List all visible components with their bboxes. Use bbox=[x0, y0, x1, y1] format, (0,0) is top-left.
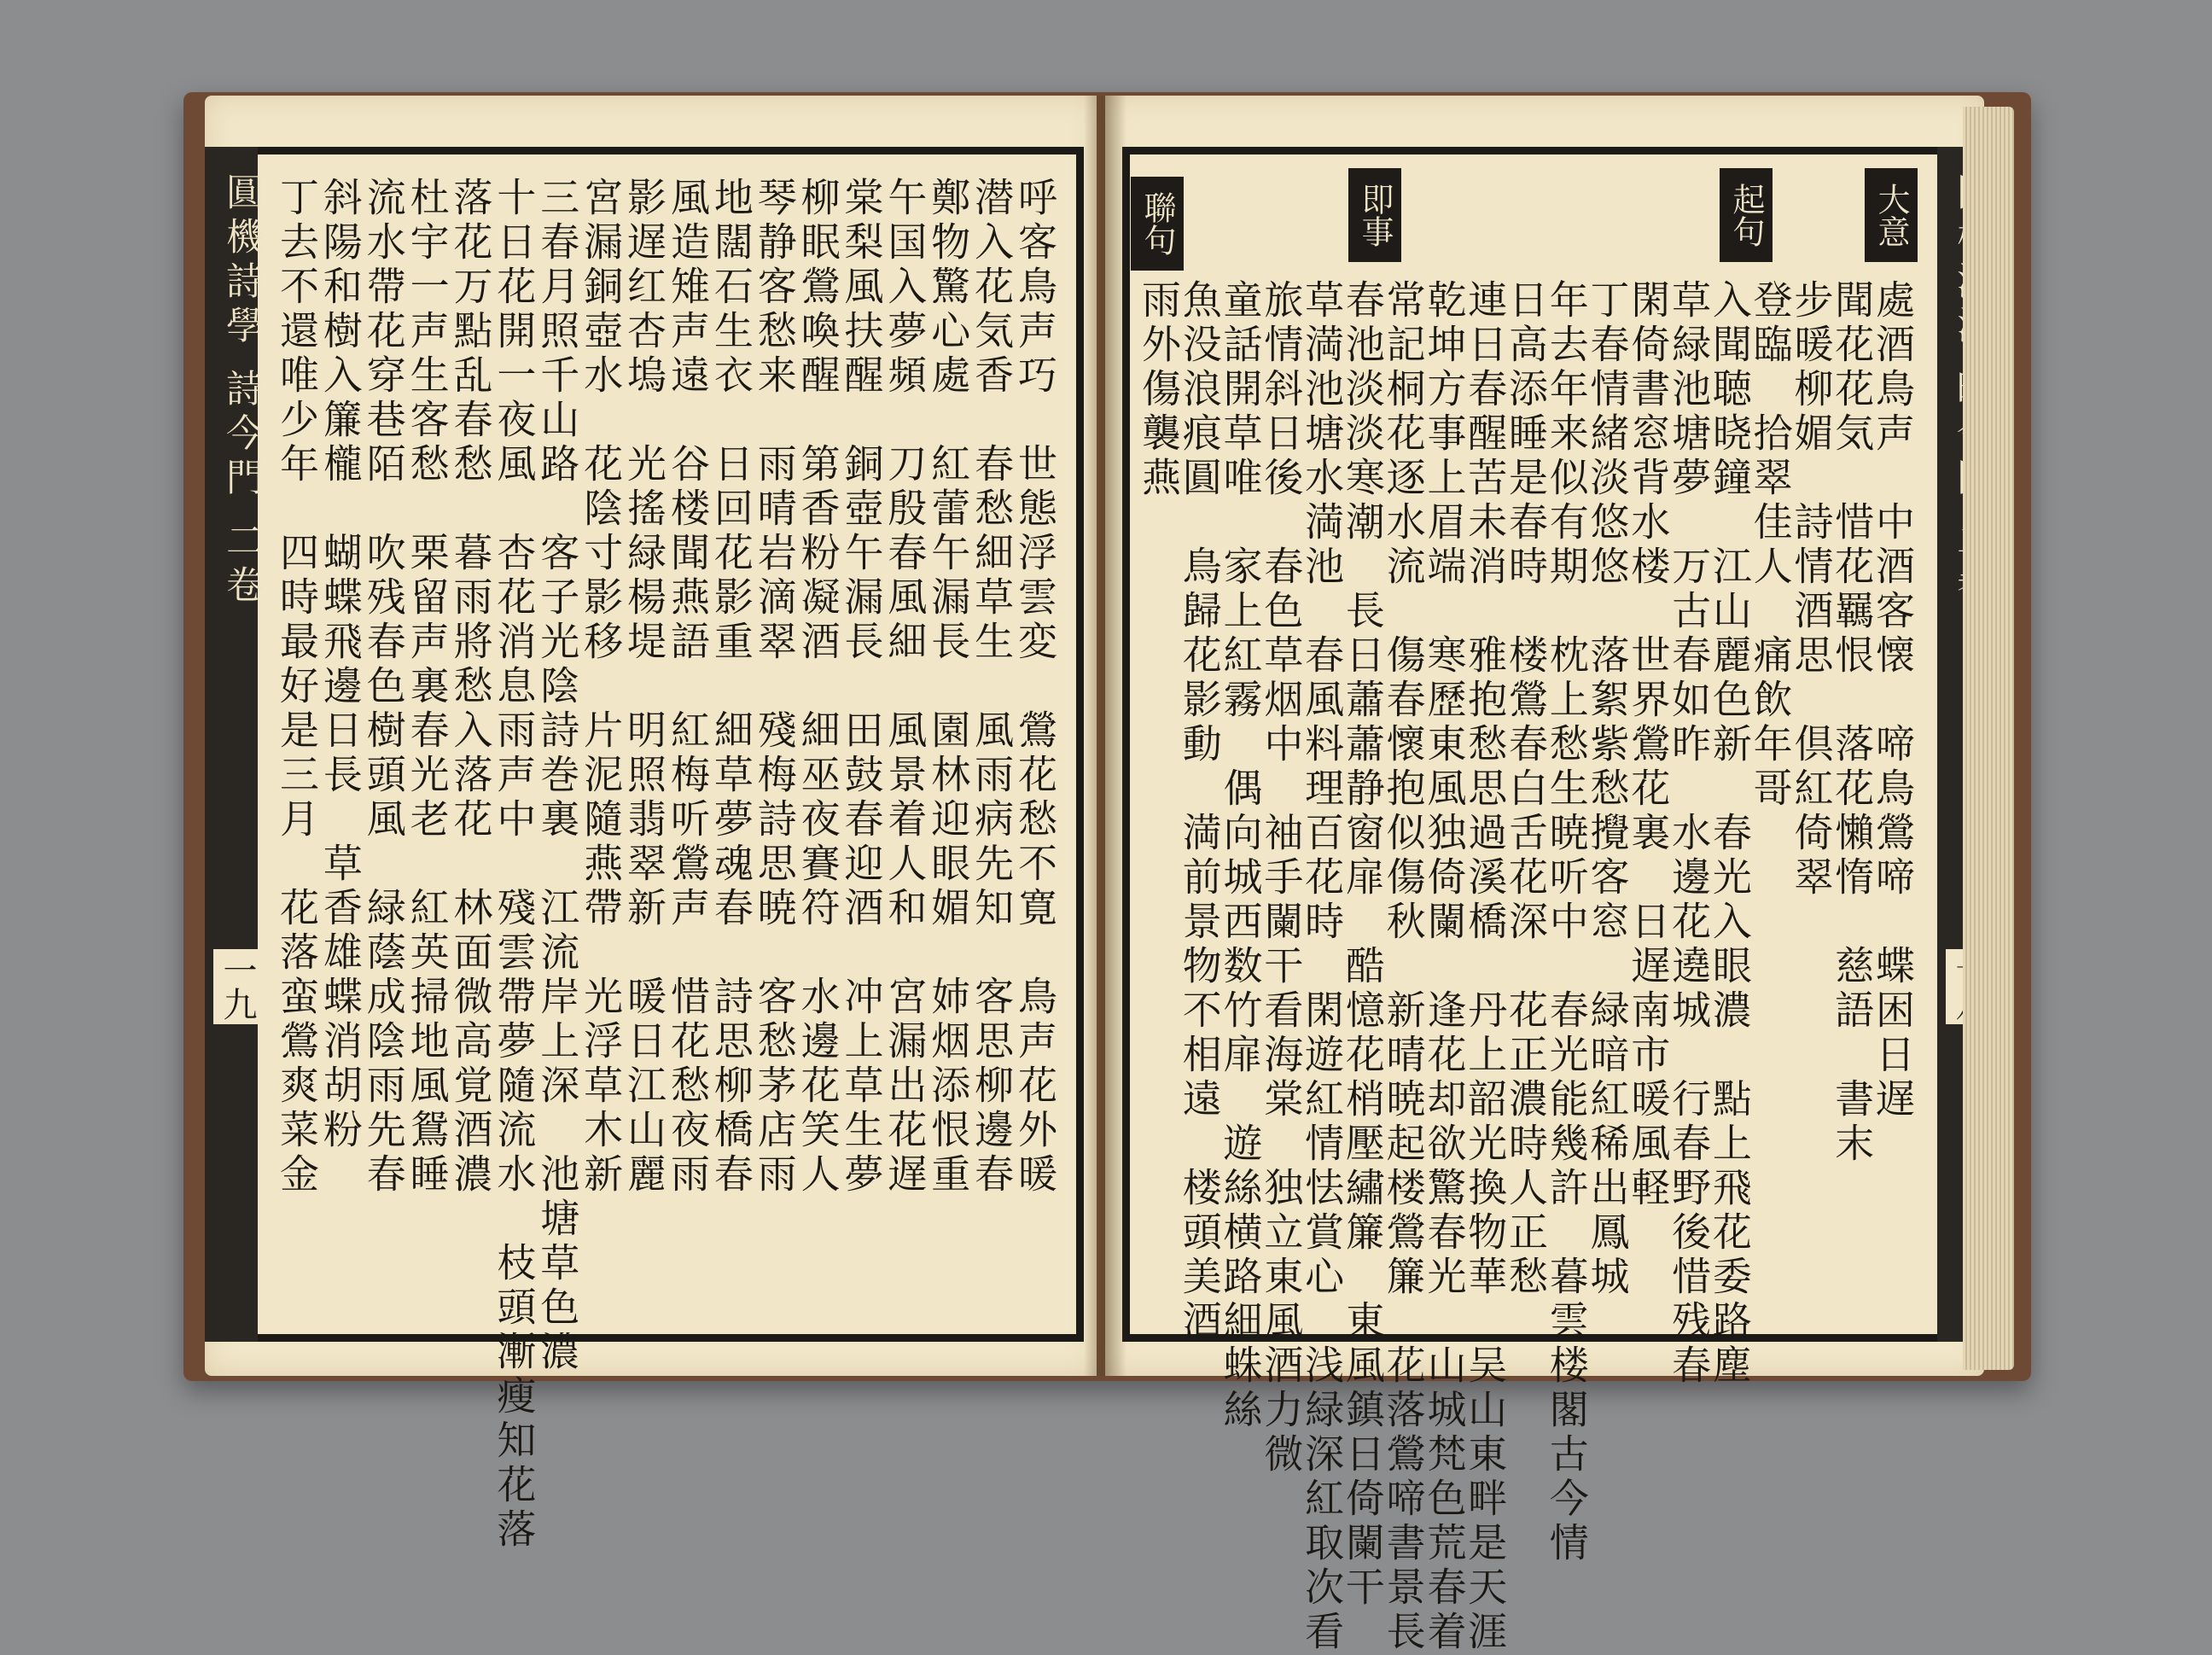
label-taii: 大意 bbox=[1865, 168, 1918, 262]
text-column: 呼客鳥声巧 世態浮雲変 鶯花愁不寛 鳥声花外暖 bbox=[1012, 177, 1058, 1198]
label-kiku: 起句 bbox=[1720, 168, 1773, 262]
text-column: 魚没浪痕圓 鳥歸花影動 満前景物不相遠 楼頭美酒 bbox=[1176, 279, 1223, 1344]
text-column: 年去年来似有期 枕上愁生暁听中 春光能幾許 暮雲楼閣古今情 bbox=[1543, 279, 1590, 1566]
text-column: 草緑池塘夢 万古春如昨 水邊花遶城 行春野後惜残春 bbox=[1666, 279, 1713, 1389]
text-column: 潜入花気香 春愁細草生 風雨病先知 客思柳邊春 bbox=[969, 177, 1016, 1198]
left-page bbox=[205, 96, 1097, 1553]
text-column: 旅情斜日後 春色草烟中 袖手闌干看海棠 独立東風酒力微 bbox=[1258, 279, 1305, 1477]
text-column: 琴静客愁来 雨晴岩滴翠 殘梅詩思暁 客愁茅店雨 bbox=[751, 177, 798, 1198]
text-column: 十日花開一夜風 杏花消息雨声中 殘雲帶夢隨流水 枝頭漸瘦知花落 bbox=[491, 177, 538, 1553]
text-column: 處酒鳥声 中酒客懐 啼鳥鶯啼 蝶困日遅 bbox=[1870, 279, 1916, 1122]
label-sokuji: 即事 bbox=[1348, 168, 1401, 262]
text-column: 三春月照千山路 客子光陰詩巻裏 江流岸上深 池塘草色濃 bbox=[534, 177, 581, 1375]
page-edges bbox=[1963, 107, 2014, 1370]
text-column: 春池淡淡寒潮 長日蕭蕭静窗扉 酷憶花梢壓繡簾 東風鎮日倚闌干 bbox=[1339, 279, 1386, 1611]
text-column: 影遅红杏塢 光搖緑楊堤 明照翡翠新 暖日江山麗 bbox=[621, 177, 668, 1198]
text-column: 日高添睡是春時 楼鶯春白舌花深 花正濃時人正愁 bbox=[1503, 279, 1549, 1300]
text-column: 棠梨風扶醒 銅壺午漏長 田鼓春迎酒 冲上草生夢 bbox=[838, 177, 885, 1198]
text-column: 落花万點乱春愁 暮雨將愁入落花 林面微高覚酒濃 bbox=[447, 177, 494, 1198]
left-margin-title: 圓機詩學 詩今門 二卷 bbox=[219, 172, 263, 609]
label-renku: 聯句 bbox=[1131, 177, 1184, 271]
left-folio: 一九 bbox=[213, 949, 262, 1024]
text-column: 雨外傷襲燕 bbox=[1136, 279, 1182, 501]
text-column: 入聞聴晓鐘 江山麗色新 春光入眼濃 點上飛花委路塵 bbox=[1706, 279, 1753, 1389]
text-column: 午国入夢頻 刀殷春風細 風景着人和 宮漏出花遅 bbox=[882, 177, 928, 1198]
text-column: 聞花花気 惜花羈恨 落花懶惰 慈語 書末 bbox=[1829, 279, 1876, 1167]
text-column: 鄭物驚心處 紅蕾午漏長 園林迎眼媚 姉烟添恨重 bbox=[925, 177, 972, 1198]
text-column: 草満池塘水満池 春風料理百花時 閑遊紅情怯賞心 浅緑深紅取次看 bbox=[1299, 279, 1346, 1655]
text-column: 常記桐花逐水流 傷春懷抱似傷秋 新晴暁起楼鶯簾 花落鶯啼書景長 bbox=[1380, 279, 1427, 1655]
text-column: 杜宇一声生客愁 栗留声裏春光老 紅英掃地風鴛睡 bbox=[404, 177, 451, 1198]
text-column: 地闊石生衣 日回花影重 細草夢魂春 詩思柳橋春 bbox=[707, 177, 754, 1198]
text-column: 登臨 拾翠佳人 痛飲年哥 bbox=[1747, 279, 1794, 812]
text-column: 丁去不還唯少年 四時最好是三月 花落蛮鶯爽菜金 bbox=[274, 177, 320, 1198]
right-page bbox=[1105, 96, 1984, 1655]
text-column: 閑倚書窓背水楼 世界鶯花裏 日遅南市暖風軽 bbox=[1625, 279, 1672, 1211]
text-column: 風造雉声遠 谷楼聞燕語 紅梅听鶯声 惜花愁夜雨 bbox=[664, 177, 711, 1198]
text-column: 丁春情緒淡悠悠 落絮紫愁攪客窓 緑暗紅稀出鳳城 bbox=[1584, 279, 1631, 1300]
text-column: 柳眠鶯喚醒 第香粉凝酒 細巫夜賽符 水邊花笑人 bbox=[795, 177, 841, 1198]
text-column: 連日春醒苦未消 雅抱愁思過溪橋 丹上韶光換物華 吴山東畔是天涯 bbox=[1462, 279, 1509, 1655]
text-column: 流水帶花穿巷陌 吹残春色樹頭風 緑蔭成陰雨先春 bbox=[360, 177, 407, 1198]
text-column: 步暖柳媚 詩情酒思 倶紅倚翠 bbox=[1788, 279, 1835, 900]
text-column: 童話開草唯 家上紅霧 偶向城西数竹扉 遊絲横路細蛛絲 bbox=[1217, 279, 1264, 1433]
text-column: 乾坤方事上眉端 寒歷東風独倚闌 逢花却欲驚春光 山城梵色荒春着 bbox=[1421, 279, 1468, 1655]
text-column: 宮漏銅壺水 花陰寸影移 片泥隨燕帶 光浮草木新 bbox=[578, 177, 625, 1198]
text-column: 斜陽和樹入簾櫳 蝴蝶飛邊日長 草香雄蝶消胡粉 bbox=[317, 177, 364, 1153]
book-gutter bbox=[1084, 96, 1126, 1376]
